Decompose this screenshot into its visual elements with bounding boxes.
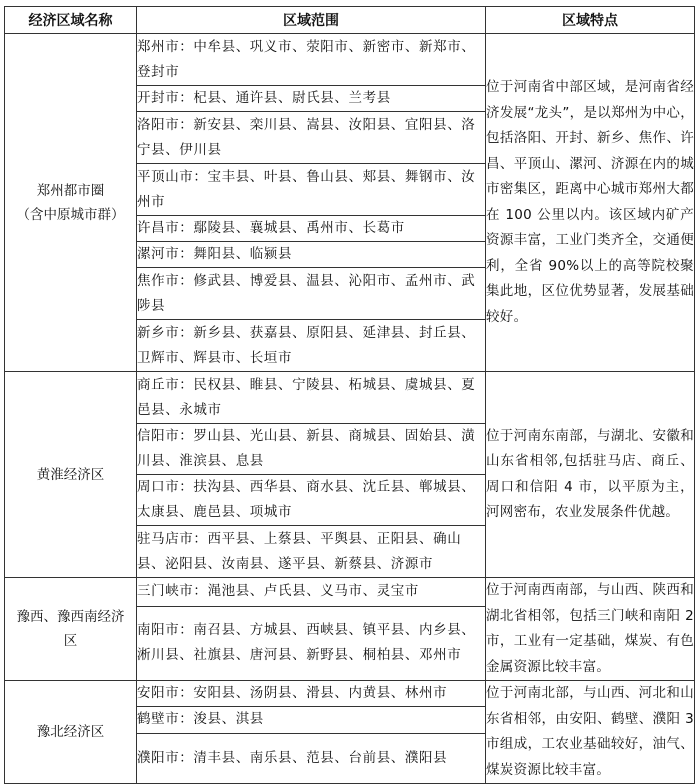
city-range-cell: 三门峡市：渑池县、卢氏县、义马市、灵宝市	[137, 578, 486, 607]
city-range-cell: 商丘市：民权县、睢县、宁陵县、柘城县、虞城县、夏邑县、永城市	[137, 372, 486, 424]
header-zone-features: 区域特点	[486, 7, 695, 34]
header-zone-range: 区域范围	[137, 7, 486, 34]
zone-name-line: 豫北经济区	[36, 724, 105, 740]
city-range-cell: 开封市：杞县、通许县、尉氏县、兰考县	[137, 86, 486, 112]
city-range-cell: 许昌市：鄢陵县、襄城县、禹州市、长葛市	[137, 216, 486, 242]
zone-name-cell	[5, 372, 137, 578]
zone-features-cell: 位于河南西南部，与山西、陕西和湖北省相邻，包括三门峡和南阳 2 市，工业有一定基础，煤炭、有色金属资源比较丰富。	[486, 578, 695, 681]
city-range-cell: 鹤壁市：浚县、淇县	[137, 707, 486, 733]
city-range-cell: 信阳市：罗山县、光山县、新县、商城县、固始县、潢川县、淮滨县、息县	[137, 424, 486, 475]
city-range-cell: 新乡市：新乡县、获嘉县、原阳县、延津县、封丘县、卫辉市、辉县市、长垣市	[137, 320, 486, 372]
city-range-cell: 驻马店市：西平县、上蔡县、平舆县、正阳县、确山县、泌阳县、汝南县、遂平县、新蔡县、济源市	[137, 526, 486, 578]
zone-name-line: 区	[63, 633, 78, 649]
city-range-cell: 焦作市：修武县、博爱县、温县、沁阳市、孟州市、武陟县	[137, 268, 486, 320]
economic-zones-table	[4, 6, 695, 784]
city-range-cell: 平顶山市：宝丰县、叶县、鲁山县、郏县、舞钢市、汝州市	[137, 164, 486, 216]
zone-name-line: 郑州都市圈	[36, 182, 105, 199]
city-range-cell: 洛阳市：新安县、栾川县、嵩县、汝阳县、宜阳县、洛宁县、伊川县	[137, 112, 486, 164]
city-range-cell: 周口市：扶沟县、西华县、商水县、沈丘县、郸城县、太康县、鹿邑县、项城市	[137, 475, 486, 526]
zone-features-cell: 位于河南省中部区域，是河南省经济发展“龙头”，是以郑州为中心，包括洛阳、开封、新乡、焦作、许昌、平顶山、漯河、济源在内的城市密集区，距离中心城市郑州大都在 100 公里以内。该区域内矿产资源丰富，工业门类齐全，交通便利，全省 90%以上的高等院校聚集此地，区位优势显著，发展基础较好。	[486, 34, 695, 372]
city-range-cell: 郑州市：中牟县、巩义市、荥阳市、新密市、新郑市、登封市	[137, 34, 486, 86]
zone-name-cell	[5, 681, 137, 784]
zone-name-line: 黄淮经济区	[36, 466, 105, 483]
city-range-cell: 南阳市：南召县、方城县、西峡县、镇平县、内乡县、淅川县、社旗县、唐河县、新野县、桐柏县、邓州市	[137, 606, 486, 680]
city-range-cell: 安阳市：安阳县、汤阴县、滑县、内黄县、林州市	[137, 681, 486, 707]
zone-features-cell: 位于河南东南部，与湖北、安徽和山东省相邻,包括驻马店、商丘、周口和信阳 4 市，以平原为主，河网密布，农业发展条件优越。	[486, 372, 695, 578]
table-row	[5, 681, 695, 707]
zone-name-cell	[5, 34, 137, 372]
zone-name-line: 豫西、豫西南经济	[16, 609, 125, 625]
table-row	[5, 372, 695, 424]
header-row	[5, 7, 695, 34]
zone-features-cell: 位于河南北部，与山西、河北和山东省相邻，由安阳、鹤壁、濮阳 3 市组成，工农业基础较好，油气、煤炭资源比较丰富。	[486, 681, 695, 784]
zone-name-line: （含中原城市群）	[16, 206, 125, 223]
zone-name-cell	[5, 578, 137, 681]
city-range-cell: 濮阳市：清丰县、南乐县、范县、台前县、濮阳县	[137, 733, 486, 784]
table-row	[5, 578, 695, 607]
header-zone-name: 经济区域名称	[5, 7, 137, 34]
table-row	[5, 34, 695, 86]
city-range-cell: 漯河市：舞阳县、临颍县	[137, 242, 486, 268]
